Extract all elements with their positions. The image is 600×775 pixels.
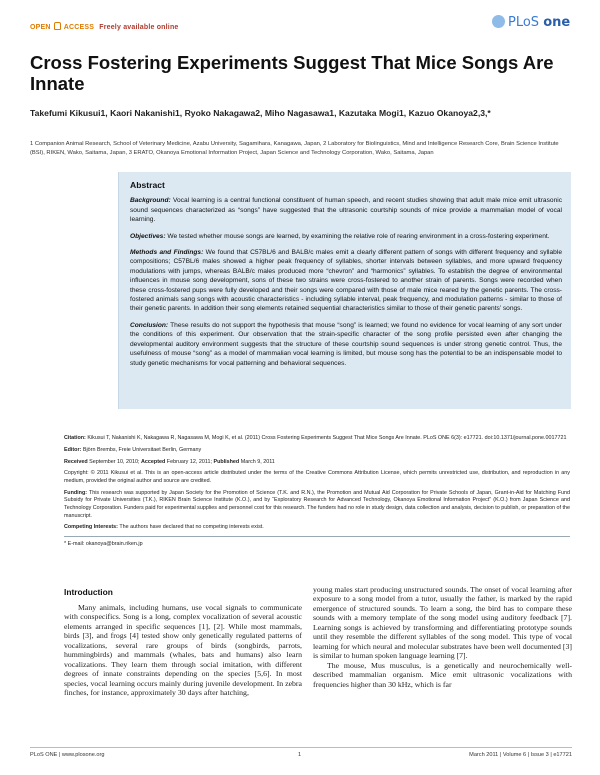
dates: Received September 10, 2010; Accepted February 12, 2011; Published March 9, 2011: [64, 458, 275, 465]
open-lock-icon: [54, 22, 61, 30]
corresponding-email: * E-mail: okanoya@brain.riken.jp: [64, 541, 143, 548]
abstract-background: Background: Vocal learning is a central functional constituent of human speech, and recent studies showing that adult male mice emit ultrasonic sound sequences characterized as “songs” have suggested that the ultrasonic courtship sounds of mice provide a mammalian model of vocal learning.: [130, 197, 562, 224]
introduction-heading: Introduction: [64, 587, 113, 597]
freely-available-label: Freely available online: [99, 24, 179, 31]
citation: Citation: Kikusui T, Nakanishi K, Nakagawa R, Nagasawa M, Mogi K, et al. (2011) Cross Fostering Experiments Suggest That Mice Songs Are Innate. PLoS ONE 6(3): e17721. doi:10.1371/journal.pone.0017721: [64, 435, 567, 441]
funding: Funding: This research was supported by Japan Society for the Promotion of Science (T.K. and R.N.), the Promotion and Mutual Aid Corporation for Private Schools of Japan, Grant-in-Aid for Matching Fund Subsidy for Private Universities (T.K.), RIKEN Brain Science Institute (K.O.), and by “Exploratory Research for Advanced Technology, Okanoya Emotional Information Project” (K.O.) from Japan Science and Technology Corporation. Funders paid for experimental supplies and personnel cost for this research. The funders had no role in study design, data collection and analysis, decision to publish, or preparation of the manuscript.: [64, 489, 570, 519]
article-metadata: [64, 435, 570, 553]
footer-journal: PLoS ONE | www.plosone.org: [30, 752, 105, 758]
open-access-suffix: ACCESS: [63, 24, 95, 31]
copyright: Copyright: © 2011 Kikusui et al. This is an open-access article distributed under the terms of the Creative Commons Attribution License, which permits unrestricted use, distribution, and reproduction in any medium, provided the original author and source are credited.: [64, 470, 570, 484]
author-list: Takefumi Kikusui1, Kaori Nakanishi1, Ryoko Nakagawa2, Miho Nagasawa1, Kazutaka Mogi1, Kazuo Okanoya2,3,*: [30, 108, 491, 118]
abstract-heading: Abstract: [130, 180, 165, 190]
intro-paragraph: The mouse, Mus musculus, is a genetically and neurochemically well-described mammalian organism. Mice emit ultrasonic vocalizations with frequencies higher than 30 kHz, which is far: [313, 660, 572, 689]
competing-interests: Competing Interests: The authors have declared that no competing interests exist.: [64, 524, 264, 531]
intro-paragraph: young males start producing unstructured sounds. The onset of vocal learning after exposure to a song model from a tutor, usually the father, is marked by the rapid emergence of structured sounds. To learn a song, the bird has to compare these sounds with a memory template of the song model using auditory feedback [7]. Learning songs is achieved by transforming and differentiating prototype sounds until they resemble the different syllables of the song model. This type of vocal learning for which neural and molecular substrates have been well documented [3] is similar to human spoken language learning [7].: [313, 585, 572, 661]
editor: Editor: Björn Brembs, Freie Universitaet Berlin, Germany: [64, 446, 202, 453]
intro-column-1: Many animals, including humans, use vocal signals to communicate with conspecifics. Song is a long, complex vocalization of several acoustic elements arranged in specific sequences [1], [2]. While most mammals, birds [3], and frogs [4] tested show only genetically regulated patterns of vocalizations, several rare groups of birds (songbirds, parrots, hummingbirds) and mammals (whales, bats and humans) also learn vocalizations. They learn them through social imitation, with different degrees of innate constraints depending on the species [5,6]. In most species, vocal learning occurs mainly during juvenile development. In zebra finches, for instance, approximately 30 days after hatching,: [64, 603, 302, 698]
article-title: Cross Fostering Experiments Suggest That Mice Songs Are Innate: [30, 52, 554, 94]
intro-column-2: [313, 585, 572, 689]
abstract-box: [118, 172, 571, 409]
logo-one: one: [543, 15, 571, 30]
open-access-prefix: OPEN: [30, 24, 51, 31]
page-number: 1: [298, 752, 302, 758]
journal-logo: [492, 15, 570, 30]
plos-logo-icon: [492, 15, 505, 28]
logo-plos: PLoS: [508, 15, 540, 30]
footer-rule: [30, 747, 572, 748]
abstract-objectives: Objectives: We tested whether mouse songs are learned, by examining the relative role of rearing environment in a cross-fostering experiment.: [130, 232, 550, 240]
abstract-conclusion: Conclusion: These results do not support the hypothesis that mouse “song” is learned; we found no evidence for vocal learning of any sort under the conditions of this experiment. Our observation that the strain-specific character of the song profile persisted even after changing the developmental auditory environment suggests that the structure of these courtship sound sequences is under strong genetic control. Thus, the usefulness of mouse “song” as a model of mammalian vocal learning is limited, but mouse song has the potential to be an indispensable model to study genetic mechanisms for vocal patterning and behavioral sequences.: [130, 321, 562, 367]
affiliations: 1 Companion Animal Research, School of Veterinary Medicine, Azabu University, Sagamihara, Kanagawa, Japan, 2 Laboratory for Biolinguistics, Mind and Intelligence Research Core, Brain Science Institute (BSI), RIKEN, Wako, Saitama, Japan, 3 ERATO, Okanoya Emotional Information Project, Japan Science and Technology Corporation, Wako, Saitama, Japan: [30, 141, 559, 156]
abstract-methods: Methods and Findings: We found that C57BL/6 and BALB/c males emit a clearly different pattern of songs with different frequency and syllable compositions; C57BL/6 males showed a higher peak frequency of syllables, shorter intervals between syllables, and more upward frequency modulations with jumps, whereas BALB/c males produced more “chevron” and “harmonics” syllables. To establish the degree of environmental influences in mouse song development, sons of these two strains were cross-fostered to another strain of parents. Songs were recorded when these cross-fostered pups were fully developed and their songs were compared with those of male mice reared by the genetic parents. The cross-fostered animals sang songs with acoustic characteristics - including syllable interval, peak frequency, and modulation patterns - similar to those of their genetic parents. In addition their song elements retained sequential characteristics similar to those of their genetic parents’ songs.: [130, 249, 562, 313]
footer-issue: March 2011 | Volume 6 | Issue 3 | e17721: [469, 752, 572, 758]
divider: [64, 536, 570, 537]
open-access-banner: [30, 22, 179, 31]
